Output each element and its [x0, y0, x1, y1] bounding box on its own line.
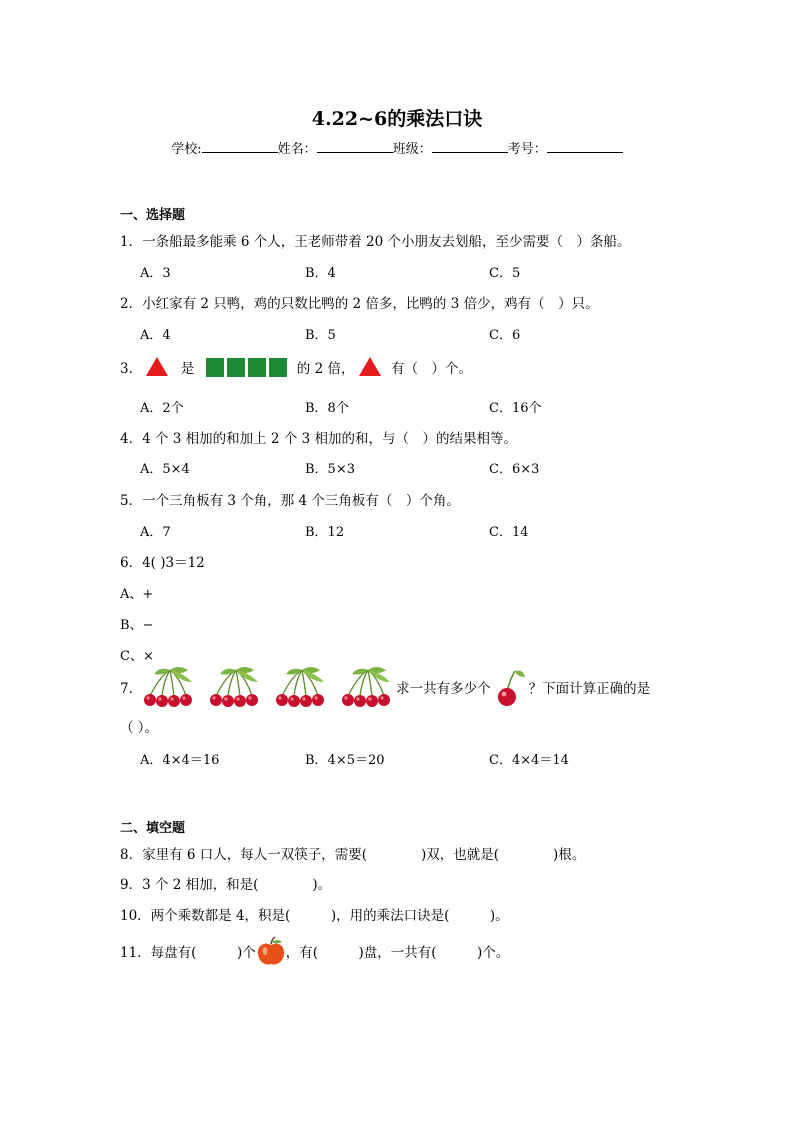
student-info-row	[0, 138, 794, 157]
q2-option-c[interactable]: C．6	[489, 328, 521, 343]
q7-option-c[interactable]: C．4×4＝14	[489, 753, 569, 768]
cherry-bunch-icon	[274, 666, 330, 708]
name-blank[interactable]	[317, 140, 393, 153]
q3-option-c[interactable]: C．16个	[489, 401, 542, 416]
question-6: 6．4( )3＝12	[120, 555, 205, 571]
q5-option-b[interactable]: B．12	[305, 525, 345, 540]
question-5: 5．一个三角板有 3 个角，那 4 个三角板有（ ）个角。	[120, 493, 460, 509]
q6-option-a[interactable]: A、+	[120, 587, 154, 602]
q4-option-c[interactable]: C．6×3	[489, 462, 540, 477]
q7-text-3: （ ）。	[120, 720, 159, 736]
q7-number: 7．	[120, 681, 143, 697]
question-11	[120, 936, 509, 966]
q5-option-a[interactable]: A．7	[140, 525, 171, 540]
q11-text-2: ，有( )盘，一共有( )个。	[285, 945, 510, 961]
q6-option-b[interactable]: B、−	[120, 618, 154, 633]
q3-text-2: 的 2 倍，	[296, 361, 355, 377]
red-triangle-icon	[359, 357, 381, 376]
q7-text-2: ？下面计算正确的是	[528, 681, 651, 697]
section-2-title: 二、填空题	[120, 821, 186, 836]
q2-option-a[interactable]: A．4	[140, 328, 171, 343]
q3-option-a[interactable]: A．2个	[140, 401, 184, 416]
q7-option-a[interactable]: A．4×4＝16	[140, 753, 220, 768]
cherry-icon	[493, 667, 527, 707]
cherry-bunch-icon	[208, 666, 264, 708]
q6-option-c[interactable]: C、×	[120, 649, 154, 664]
class-label: 班级：	[392, 142, 432, 157]
q4-option-a[interactable]: A．5×4	[140, 462, 190, 477]
question-1: 1．一条船最多能乘 6 个人，王老师带着 20 个小朋友去划船，至少需要（ ）条船。	[120, 234, 631, 250]
q3-text-1: 是	[180, 361, 195, 377]
exam-blank[interactable]	[547, 140, 623, 153]
school-label: 学校:	[171, 142, 202, 157]
q1-option-b[interactable]: B．4	[305, 266, 336, 281]
q7-option-b[interactable]: B．4×5＝20	[305, 753, 385, 768]
cherry-bunch-icon	[142, 666, 198, 708]
q3-option-b[interactable]: B．8个	[305, 401, 349, 416]
q1-option-c[interactable]: C．5	[489, 266, 521, 281]
green-squares-icon	[206, 361, 290, 377]
q11-text-1: 11．每盘有( )个	[120, 945, 256, 961]
question-3	[120, 357, 472, 377]
q4-option-b[interactable]: B．5×3	[305, 462, 355, 477]
name-label: 姓名：	[277, 142, 317, 157]
page-title: 4.22~6的乘法口诀	[311, 108, 483, 130]
question-8: 8．家里有 6 口人，每人一双筷子，需要( )双，也就是( )根。	[120, 847, 586, 863]
question-9: 9．3 个 2 相加，和是( )。	[120, 877, 332, 893]
q3-number: 3．	[120, 361, 143, 377]
red-triangle-icon	[146, 357, 168, 376]
q3-text-3: 有（ ）个。	[391, 361, 473, 377]
q1-option-a[interactable]: A．3	[140, 266, 171, 281]
class-blank[interactable]	[432, 140, 508, 153]
section-1-title: 一、选择题	[120, 208, 186, 223]
question-4: 4．4 个 3 相加的和加上 2 个 3 相加的和，与（ ）的结果相等。	[120, 431, 517, 447]
exam-label: 考号：	[507, 142, 547, 157]
q5-option-c[interactable]: C．14	[489, 525, 529, 540]
q2-option-b[interactable]: B．5	[305, 328, 336, 343]
question-10: 10．两个乘数都是 4，积是( )，用的乘法口诀是( )。	[120, 908, 509, 924]
question-2: 2．小红家有 2 只鸭，鸡的只数比鸭的 2 倍多，比鸭的 3 倍少，鸡有（ ）只。	[120, 296, 599, 312]
question-7	[120, 666, 650, 708]
q7-text-1: 求一共有多少个	[396, 681, 491, 697]
apple-icon	[256, 936, 286, 966]
cherry-bunch-icon	[340, 666, 396, 708]
school-blank[interactable]	[202, 140, 278, 153]
